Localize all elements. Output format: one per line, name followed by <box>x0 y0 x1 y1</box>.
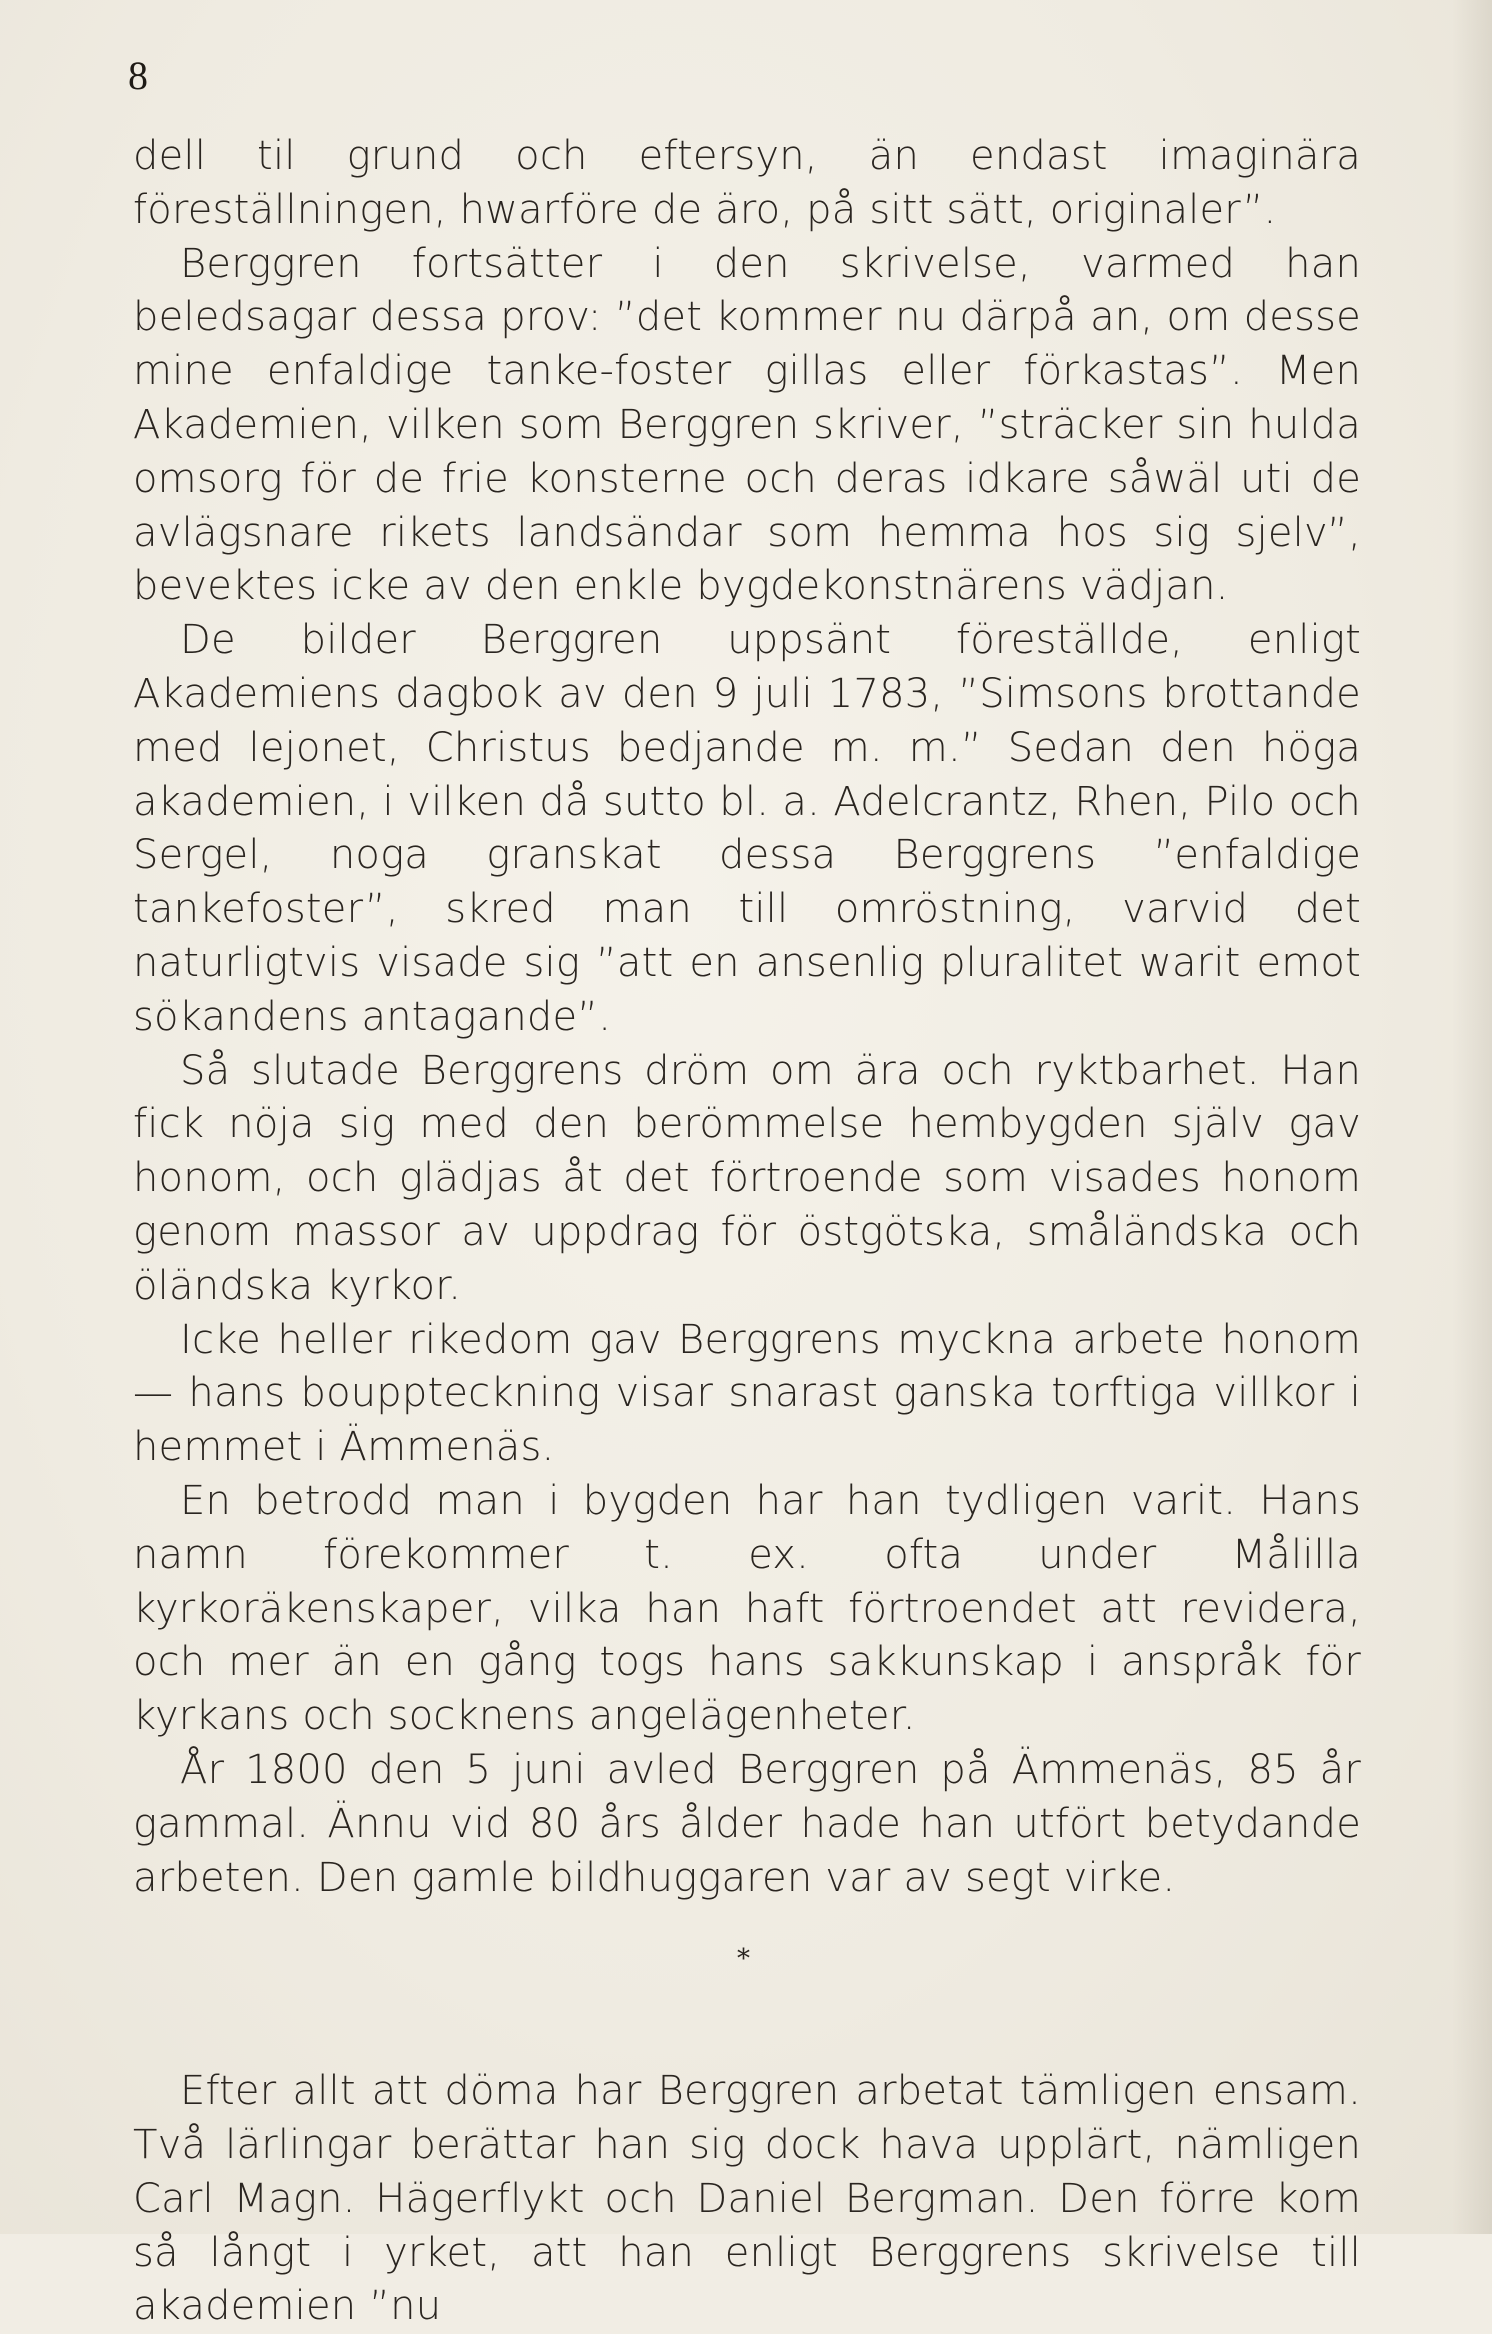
section-separator <box>133 1905 1361 2013</box>
spacer <box>133 2013 1361 2065</box>
paragraph-2: Berggren fortsätter i den skrivelse, varmed han beledsagar dessa prov: ”det kommer nu därpå an, om desse mine enfaldige tanke-foster gillas eller förkastas”. Men Akademien, vilken som Berggren skriver, ”sträcker sin hulda omsorg för de frie konsterne och deras idkare såwäl uti de avlägsnare rikets landsändar som hemma hos sig sjelv”, bevektes icke av den enkle bygdekonstnärens vädjan. <box>133 240 1361 610</box>
page-number: 8 <box>128 53 148 98</box>
asterisk-ornament: * <box>737 1944 751 1975</box>
page-edge-shadow <box>1452 0 1492 2234</box>
paragraph-5: Icke heller rikedom gav Berggrens myckna arbete honom — hans bouppteckning visar snarast ganska torftiga villkor i hemmet i Ämmenäs. <box>133 1316 1361 1471</box>
paragraph-6: En betrodd man i bygden har han tydligen varit. Hans namn förekommer t. ex. ofta under Målilla kyrkoräkenskaper, vilka han haft förtroendet att revidera, och mer än en gång togs hans sakkunskap i anspråk för kyrkans och socknens angelägenheter. <box>133 1477 1361 1740</box>
paragraph-1: dell til grund och eftersyn, än endast imaginära föreställningen, hwarföre de äro, på sitt sätt, originaler”. <box>133 133 1361 233</box>
paragraph-4: Så slutade Berggrens dröm om ära och ryktbarhet. Han fick nöja sig med den berömmelse hembygden själv gav honom, och glädjas åt det förtroende som visades honom genom massor av uppdrag för östgötska, småländska och öländska kyrkor. <box>133 1047 1361 1309</box>
paragraph-7: År 1800 den 5 juni avled Berggren på Ämmenäs, 85 år gammal. Ännu vid 80 års ålder hade han utfört betydande arbeten. Den gamle bildhuggaren var av segt virke. <box>133 1746 1361 1901</box>
paragraph-final: Efter allt att döma har Berggren arbetat tämligen ensam. Två lärlingar berättar han sig dock hava upplärt, nämligen Carl Magn. Hägerflykt och Daniel Bergman. Den förre kom så långt i yrket, att han enligt Berggrens skrivelse till akademien ”nu <box>133 2068 1361 2330</box>
paragraph-3: De bilder Berggren uppsänt föreställde, enligt Akademiens dagbok av den 9 juli 1783, ”Simsons brottande med lejonet, Christus bedjande m. m.” Sedan den höga akademien, i vilken då sutto bl. a. Adelcrantz, Rhen, Pilo och Sergel, noga granskat dessa Berggrens ”enfaldige tankefoster”, skred man till omröstning, varvid det naturligtvis visade sig ”att en ansenlig pluralitet warit emot sökandens antagande”. <box>133 617 1361 1040</box>
body-text <box>133 130 1361 2334</box>
